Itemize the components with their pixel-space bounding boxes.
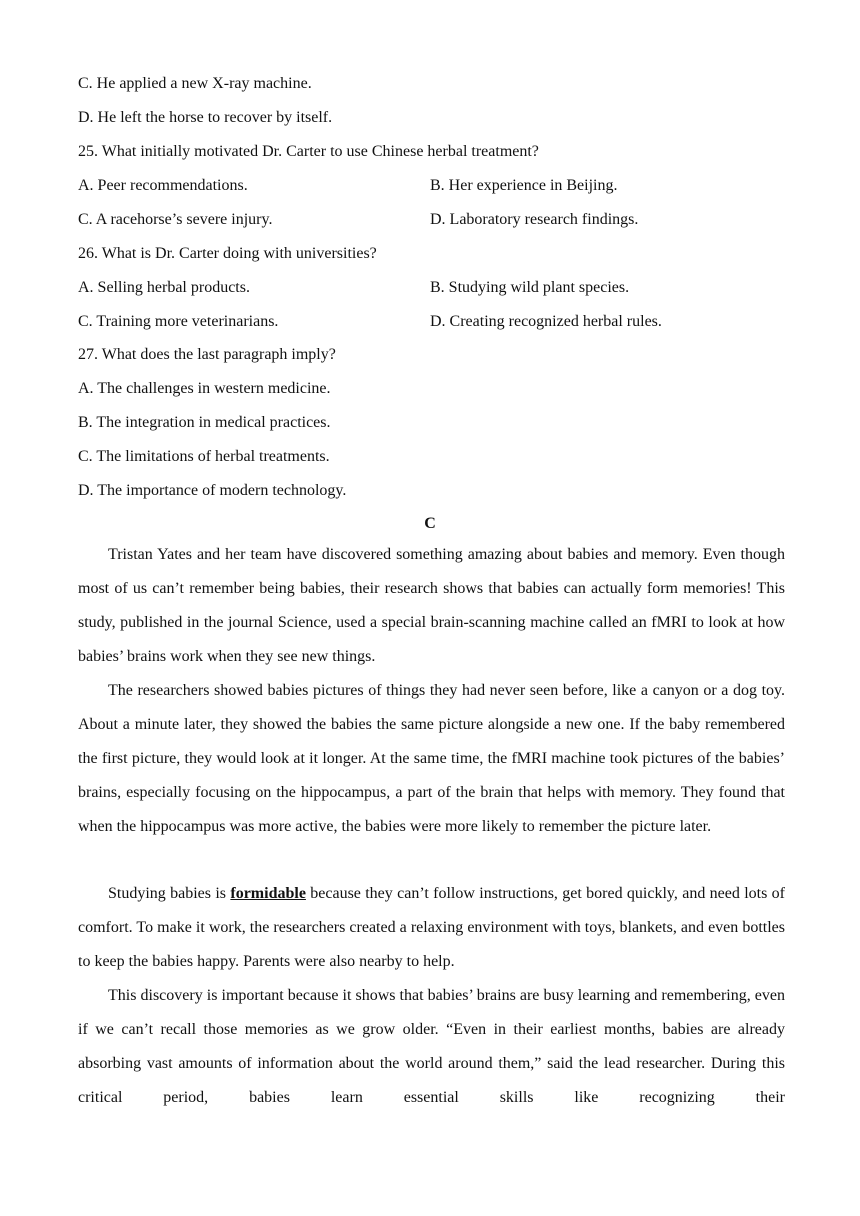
q25-option-d: D. Laboratory research findings. <box>430 211 639 228</box>
q27-option-c: C. The limitations of herbal treatments. <box>78 448 330 465</box>
paragraph-3-start: Studying babies is <box>108 885 231 902</box>
passage-paragraph-1: Tristan Yates and her team have discovered something amazing about babies and memory. Even though most of us can’t remember being babies, their research shows that babies can actually form memories! This study, published in the journal Science, used a special brain-scanning machine called an fMRI to look at how babies’ brains work when they see new things. <box>78 546 785 665</box>
q27-option-b: B. The integration in medical practices. <box>78 414 331 431</box>
q26-option-c: C. Training more veterinarians. <box>78 313 279 330</box>
q26-option-a: A. Selling herbal products. <box>78 279 250 296</box>
q25-option-b: B. Her experience in Beijing. <box>430 177 618 194</box>
q26-question: 26. What is Dr. Carter doing with universities? <box>78 245 377 262</box>
q26-option-b: B. Studying wild plant species. <box>430 279 630 296</box>
section-heading: C <box>424 515 436 532</box>
q24-option-c: C. He applied a new X-ray machine. <box>78 75 312 92</box>
q25-option-a: A. Peer recommendations. <box>78 177 248 194</box>
q27-question: 27. What does the last paragraph imply? <box>78 346 336 363</box>
q27-option-d: D. The importance of modern technology. <box>78 482 347 499</box>
paragraph-3-end: because they can’t follow instructions, get bored quickly, and need lots of comfort. To make it work, the researchers created a relaxing environment with toys, blankets, and even bottles to keep the babies happy. Parents were also nearby to help. <box>78 885 786 970</box>
q25-question: 25. What initially motivated Dr. Carter to use Chinese herbal treatment? <box>78 143 539 160</box>
q25-option-c: C. A racehorse’s severe injury. <box>78 211 273 228</box>
passage-paragraph-3 <box>78 877 785 979</box>
passage-paragraph-2: The researchers showed babies pictures of things they had never seen before, like a canyon or a dog toy. About a minute later, they showed the babies the same picture alongside a new one. If the baby remembered the first picture, they would look at it longer. At the same time, the fMRI machine took pictures of the babies’ brains, especially focusing on the hippocampus, a part of the brain that helps with memory. They found that when the hippocampus was more active, the babies were more likely to remember the picture later. <box>78 682 785 835</box>
keyword-formidable: formidable <box>230 885 306 902</box>
q26-option-d: D. Creating recognized herbal rules. <box>430 313 662 330</box>
q24-option-d: D. He left the horse to recover by itself. <box>78 109 333 126</box>
q27-option-a: A. The challenges in western medicine. <box>78 380 331 397</box>
passage-paragraph-4: This discovery is important because it shows that babies’ brains are busy learning and remembering, even if we can’t recall those memories as we grow older. “Even in their earliest months, babies are already absorbing vast amounts of information about the world around them,” said the lead researcher. During this critical period, babies learn essential skills like recognizing their <box>78 987 785 1106</box>
